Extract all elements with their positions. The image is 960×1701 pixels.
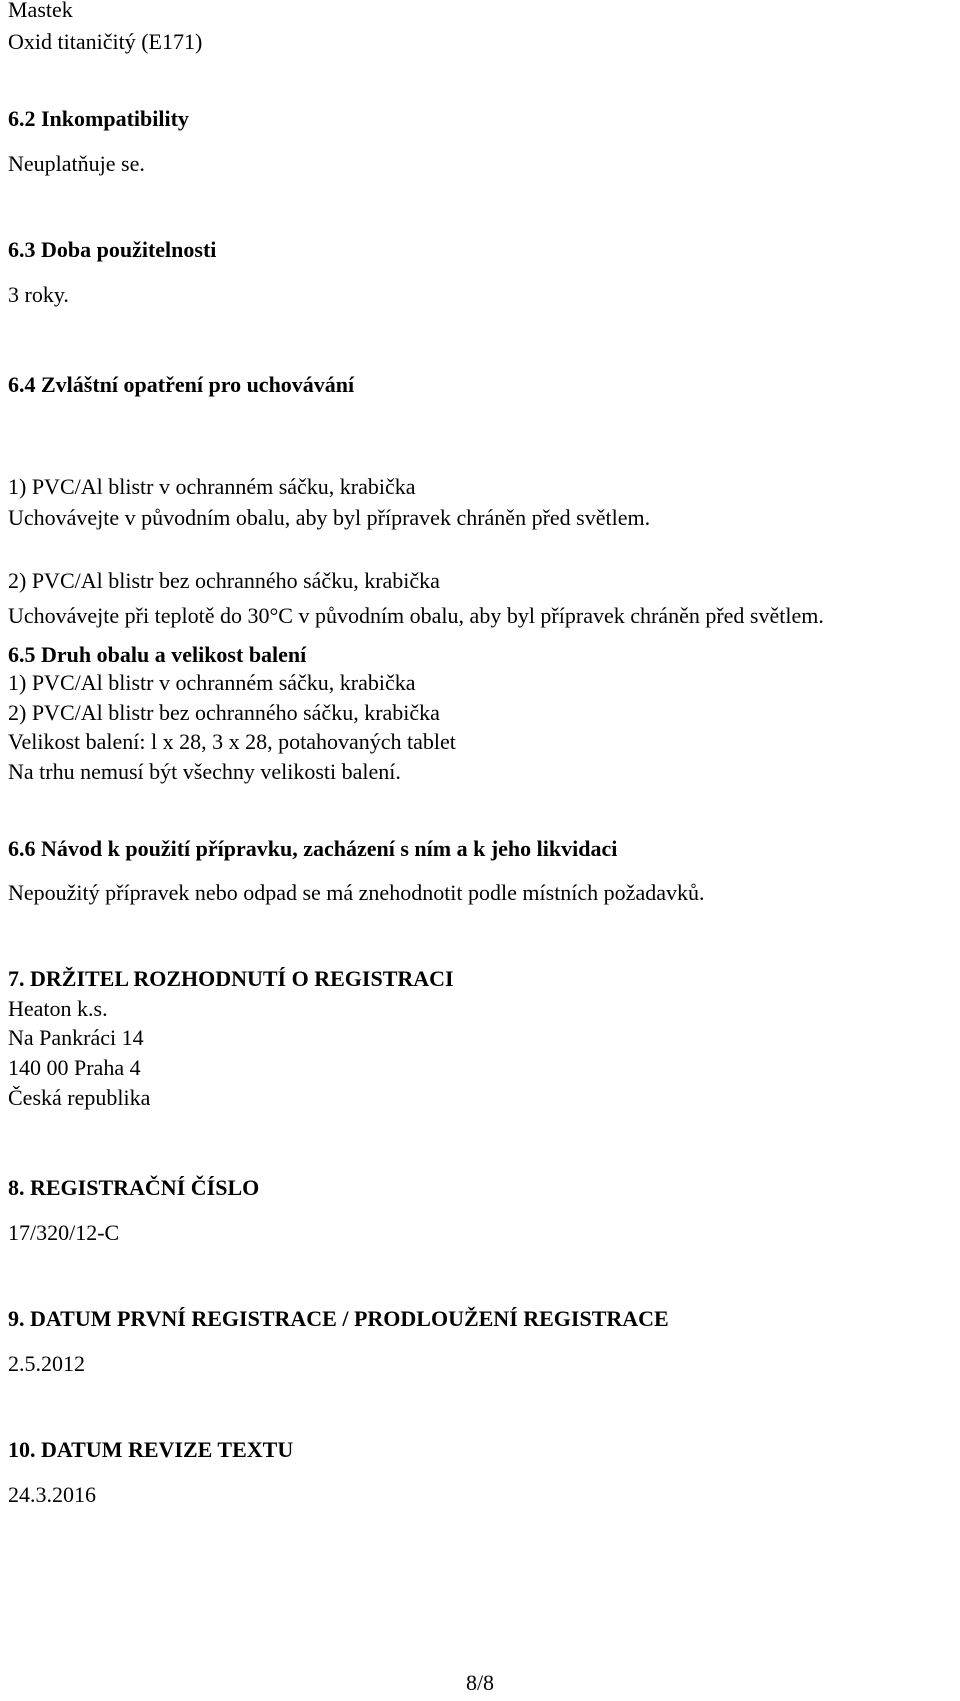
section-text: Uchovávejte v původním obalu, aby byl přípravek chráněn před světlem. bbox=[8, 505, 651, 530]
section-heading-6-4: 6.4 Zvláštní opatření pro uchovávání bbox=[8, 372, 355, 397]
section-text: 2) PVC/Al blistr bez ochranného sáčku, krabička bbox=[8, 700, 440, 725]
page-number: 8/8 bbox=[465, 1670, 495, 1695]
registration-number: 17/320/12-C bbox=[8, 1220, 120, 1245]
section-heading-9: 9. DATUM PRVNÍ REGISTRACE / PRODLOUŽENÍ REGISTRACE bbox=[8, 1306, 669, 1331]
section-text: 1) PVC/Al blistr v ochranném sáčku, krabička bbox=[8, 474, 416, 499]
excipient-line: Oxid titaničitý (E171) bbox=[8, 29, 203, 54]
section-text: 2) PVC/Al blistr bez ochranného sáčku, krabička bbox=[8, 568, 440, 593]
section-heading-6-5: 6.5 Druh obalu a velikost balení bbox=[8, 642, 307, 667]
section-heading-10: 10. DATUM REVIZE TEXTU bbox=[8, 1437, 294, 1462]
holder-address: Na Pankráci 14 bbox=[8, 1025, 144, 1050]
revision-date: 24.3.2016 bbox=[8, 1482, 96, 1507]
section-text: Nepoužitý přípravek nebo odpad se má znehodnotit podle místních požadavků. bbox=[8, 880, 705, 905]
section-heading-6-6: 6.6 Návod k použití přípravku, zacházení s ním a k jeho likvidaci bbox=[8, 836, 618, 861]
section-text: 1) PVC/Al blistr v ochranném sáčku, krabička bbox=[8, 670, 416, 695]
holder-address: Česká republika bbox=[8, 1085, 151, 1110]
section-heading-7: 7. DRŽITEL ROZHODNUTÍ O REGISTRACI bbox=[8, 966, 454, 991]
section-heading-6-2: 6.2 Inkompatibility bbox=[8, 106, 189, 131]
holder-name: Heaton k.s. bbox=[8, 996, 108, 1021]
holder-address: 140 00 Praha 4 bbox=[8, 1055, 141, 1080]
section-text: Na trhu nemusí být všechny velikosti balení. bbox=[8, 759, 401, 784]
section-heading-8: 8. REGISTRAČNÍ ČÍSLO bbox=[8, 1175, 260, 1200]
excipient-line: Mastek bbox=[8, 0, 73, 22]
section-text: Uchovávejte při teplotě do 30°C v původním obalu, aby byl přípravek chráněn před světlem. bbox=[8, 603, 824, 628]
section-text: Velikost balení: l x 28, 3 x 28, potahovaných tablet bbox=[8, 729, 456, 754]
section-text: Neuplatňuje se. bbox=[8, 151, 145, 176]
first-registration-date: 2.5.2012 bbox=[8, 1351, 85, 1376]
section-heading-6-3: 6.3 Doba použitelnosti bbox=[8, 237, 217, 262]
section-text: 3 roky. bbox=[8, 282, 69, 307]
